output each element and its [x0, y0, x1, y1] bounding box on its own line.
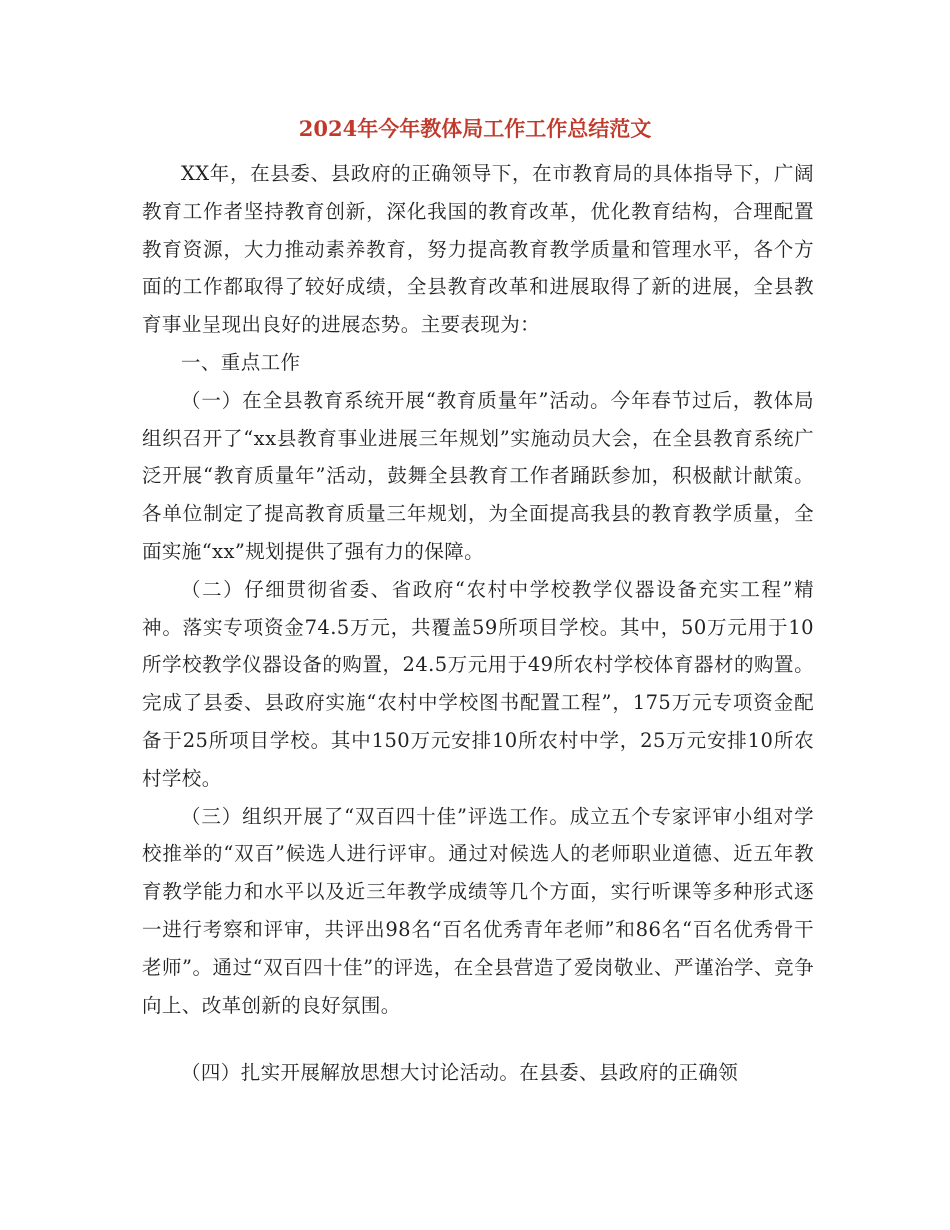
section-heading-key-work: 一、重点工作	[181, 350, 301, 374]
paragraph-item-1: （一）在全县教育系统开展“教育质量年”活动。今年春节过后，教体局组织召开了“xx县教育事业进展三年规划”实施动员大会，在全县教育系统广泛开展“教育质量年”活动，鼓舞全县教育工作者踊跃参加，积极献计献策。各单位制定了提高教育质量三年规划，为全面提高我县的教育教学质量，全面实施“xx”规划提供了强有力的保障。	[142, 388, 814, 563]
paragraph-item-2: （二）仔细贯彻省委、省政府“农村中学校教学仪器设备充实工程”精神。落实专项资金74.5万元，共覆盖59所项目学校。其中，50万元用于10所学校教学仪器设备的购置，24.5万元用于49所农村学校体育器材的购置。完成了县委、县政府实施“农村中学校图书配置工程”，175万元专项资金配备于25所项目学校。其中150万元安排10所农村中学，25万元安排10所农村学校。	[142, 577, 814, 790]
document-body	[142, 155, 814, 1092]
paragraph-item-3: （三）组织开展了“双百四十佳”评选工作。成立五个专家评审小组对学校推举的“双百”候选人进行评审。通过对候选人的老师职业道德、近五年教育教学能力和水平以及近三年教学成绩等几个方面，实行听课等多种形式逐一进行考察和评审，共评出98名“百名优秀青年老师”和86名“百名优秀骨干老师”。通过“双百四十佳”的评选，在全县营造了爱岗敬业、严谨治学、竞争向上、改革创新的良好氛围。	[142, 804, 814, 1017]
paragraph-item-4: （四）扎实开展解放思想大讨论活动。在县委、县政府的正确领	[181, 1061, 739, 1085]
document-title: 2024年今年教体局工作工作总结范文	[298, 116, 652, 141]
intro-paragraph: XX年，在县委、县政府的正确领导下，在市教育局的具体指导下，广阔教育工作者坚持教育创新，深化我国的教育改革，优化教育结构，合理配置教育资源，大力推动素养教育，努力提高教育教学质量和管理水平，各个方面的工作都取得了较好成绩，全县教育改革和进展取得了新的进展，全县教育事业呈现出良好的进展态势。主要表现为：	[142, 162, 814, 337]
